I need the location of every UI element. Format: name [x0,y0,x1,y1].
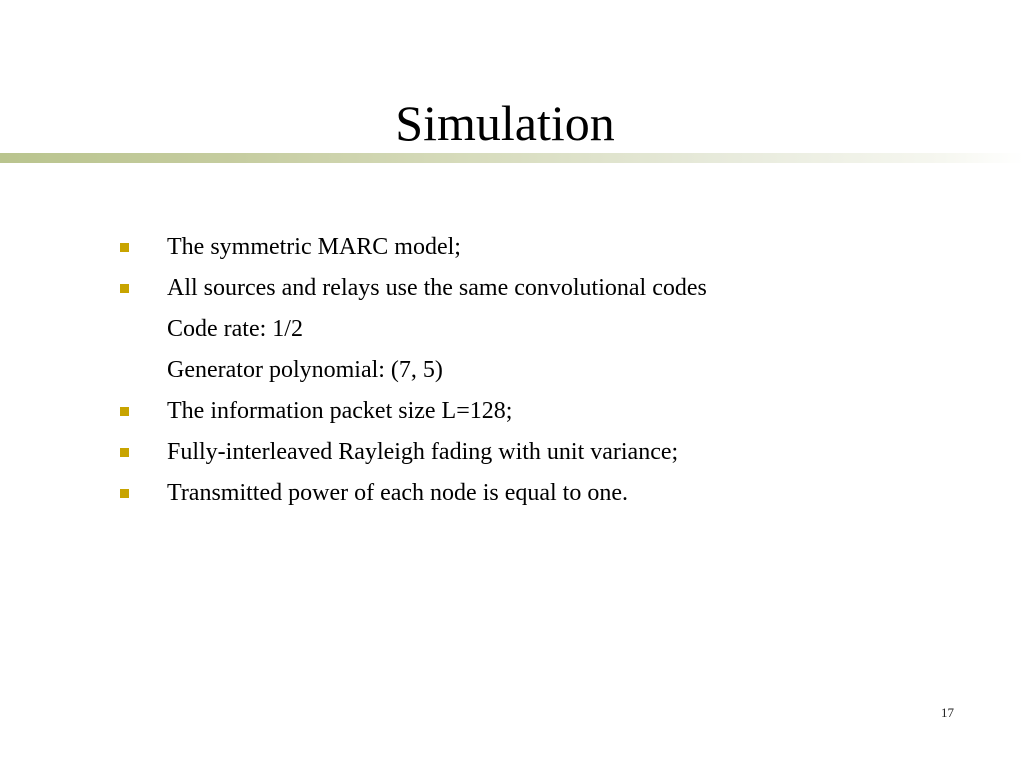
page-number: 17 [941,705,954,720]
list-item-transmitted-power [118,473,707,514]
list-item-text: Generator polynomial: (7, 5) [167,357,443,383]
list-item-rayleigh-fading [118,432,707,473]
list-item-code-rate [118,309,707,350]
square-bullet-icon [120,448,129,457]
list-item-text: Fully-interleaved Rayleigh fading with unit variance; [167,439,679,465]
list-item-generator-polynomial [118,350,707,391]
list-item-text: Transmitted power of each node is equal to one. [167,480,629,506]
bullet-list [118,227,707,514]
square-bullet-icon [120,243,129,252]
list-item-marc-model [118,227,707,268]
square-bullet-icon [120,407,129,416]
square-bullet-icon [120,489,129,498]
list-item-packet-size [118,391,707,432]
list-item-text: All sources and relays use the same convolutional codes [167,275,707,301]
list-item-text: Code rate: 1/2 [167,316,303,342]
list-item-convolutional-codes [118,268,707,309]
list-item-text: The information packet size L=128; [167,398,513,424]
list-item-text: The symmetric MARC model; [167,234,461,260]
square-bullet-icon [120,284,129,293]
slide-title: Simulation [395,95,615,151]
title-underline-rule [0,153,1024,163]
